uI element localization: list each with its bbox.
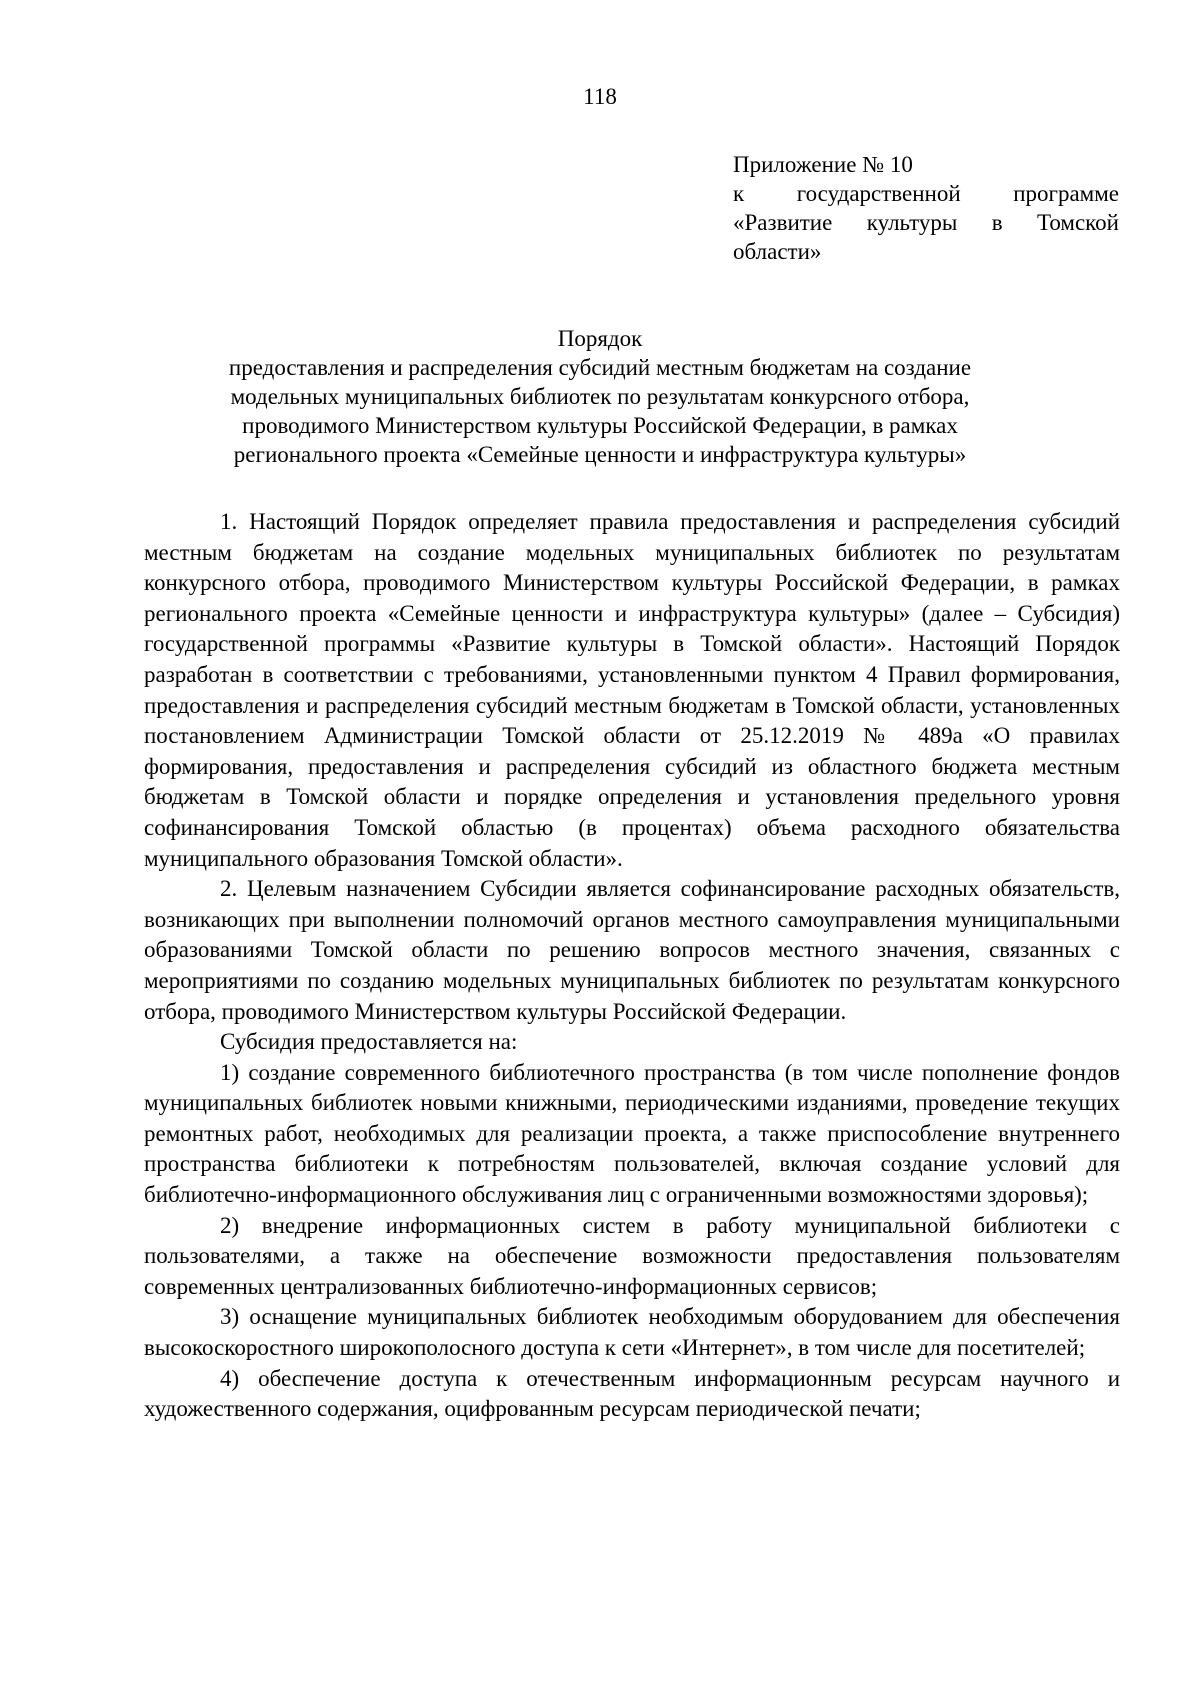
title-heading: Порядок <box>557 326 643 351</box>
paragraph-item-3: 3) оснащение муниципальных библиотек необходимым оборудованием для обеспечения высокоскоростного широкополосного доступа к сети «Интернет», в том числе для посетителей; <box>144 1304 1120 1361</box>
appendix-header <box>733 150 1119 266</box>
title-subline: модельных муниципальных библиотек по результатам конкурсного отбора, <box>230 384 970 409</box>
title-subline: предоставления и распределения субсидий местным бюджетам на создание <box>228 355 972 380</box>
appendix-program-name-line: «Развитие культуры в Томской <box>733 210 1119 235</box>
document-title <box>170 324 1030 469</box>
title-subline: проводимого Министерством культуры Российской Федерации, в рамках <box>242 413 958 438</box>
paragraph-item-2: 2) внедрение информационных систем в работу муниципальной библиотеки с пользователями, а также на обеспечение возможности предоставления пользователям современных централизованных библиотечно-информационных сервисов; <box>144 1212 1120 1299</box>
appendix-number: Приложение № 10 <box>733 152 913 177</box>
paragraph-item-4: 4) обеспечение доступа к отечественным информационным ресурсам научного и художественного содержания, оцифрованным ресурсам периодической печати; <box>144 1365 1120 1422</box>
paragraph-clause-1: 1. Настоящий Порядок определяет правила предоставления и распределения субсидий местным бюджетам на создание модельных муниципальных библиотек по результатам конкурсного отбора, проводимого Министерством культуры Российской Федерации, в рамках регионального проекта «Семейные ценности и инфраструктура культуры» (далее – Субсидия) государственной программы «Развитие культуры в Томской области». Настоящий Порядок разработан в соответствии с требованиями, установленными пунктом 4 Правил формирования, предоставления и распределения субсидий местным бюджетам в Томской области, установленных постановлением Администрации Томской области от 25.12.2019 № 489а «О правилах формирования, предоставления и распределения субсидий из областного бюджета местным бюджетам в Томской области и порядке определения и установления предельного уровня софинансирования Томской областью (в процентах) объема расходного обязательства муниципального образования Томской области». <box>144 509 1120 871</box>
paragraph-subsidy-intro: Субсидия предоставляется на: <box>220 1029 518 1055</box>
page-number: 118 <box>583 84 617 109</box>
title-subline: регионального проекта «Семейные ценности и инфраструктура культуры» <box>233 442 967 467</box>
paragraph-item-1: 1) создание современного библиотечного пространства (в том числе пополнение фондов муниципальных библиотек новыми книжными, периодическими изданиями, проведение текущих ремонтных работ, необходимых для реализации проекта, а также приспособление внутреннего пространства библиотеки к потребностям пользователей, включая создание условий для библиотечно-информационного обслуживания лиц с ограниченными возможностями здоровья); <box>144 1059 1120 1208</box>
appendix-program-name-end: области» <box>733 239 822 264</box>
paragraph-clause-2: 2. Целевым назначением Субсидии является софинансирование расходных обязательств, возникающих при выполнении полномочий органов местного самоуправления муниципальными образованиями Томской области по решению вопросов местного значения, связанных с мероприятиями по созданию модельных муниципальных библиотек по результатам конкурсного отбора, проводимого Министерством культуры Российской Федерации. <box>144 876 1120 1024</box>
document-body <box>144 507 1120 1425</box>
appendix-reference-line: к государственной программе <box>733 181 1119 206</box>
